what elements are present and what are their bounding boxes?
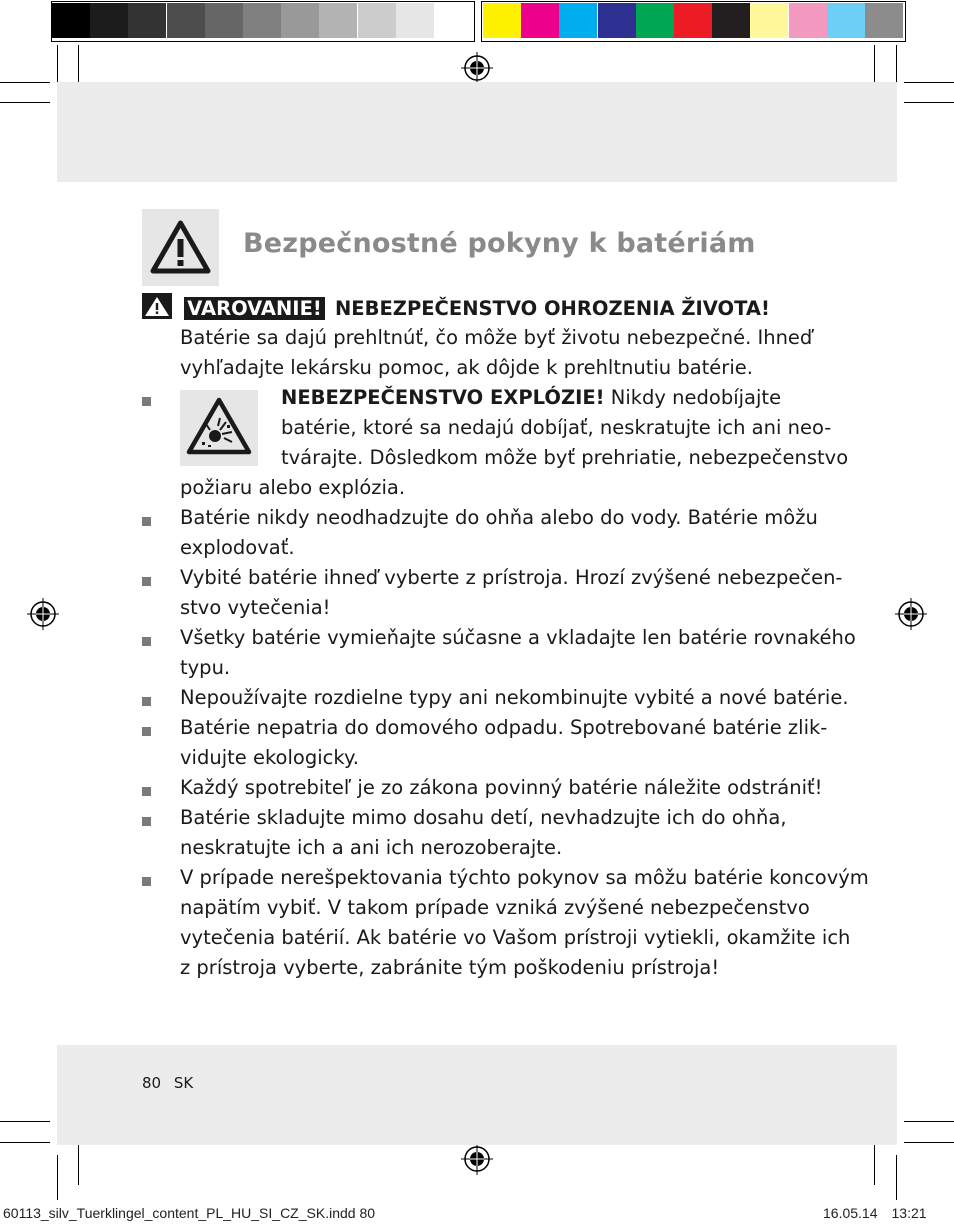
explosion-icon xyxy=(180,390,258,466)
crop-mark xyxy=(904,102,954,103)
crop-mark xyxy=(904,1142,954,1143)
gray-swatch xyxy=(319,3,357,38)
gray-swatch xyxy=(167,3,205,38)
list-item-line: Nepoužívajte rozdielne typy ani nekombinujte vybité a nové batérie. xyxy=(180,686,849,709)
crop-mark xyxy=(904,1121,954,1122)
explosion-headline: NEBEZPEČENSTVO EXPLÓZIE! xyxy=(281,386,605,409)
crop-mark xyxy=(904,82,954,83)
page-title: Bezpečnostné pokyny k batériám xyxy=(243,228,756,259)
list-item-line: Každý spotrebiteľ je zo zákona povinný batérie náležite odstrániť! xyxy=(180,776,823,799)
list-item-line: explodovať. xyxy=(180,536,295,559)
crop-mark xyxy=(0,1142,50,1143)
gray-swatch xyxy=(128,3,166,38)
bullet-marker xyxy=(142,697,151,706)
list-item-line: Vybité batérie ihneď vyberte z prístroja. Hrozí zvýšené nebezpečen- xyxy=(180,566,843,589)
color-swatch xyxy=(865,3,903,38)
page-number: 80 xyxy=(142,1074,162,1092)
color-swatch xyxy=(827,3,865,38)
explosion-line1-rest: Nikdy nedobíjajte xyxy=(604,386,782,409)
list-item-line: Všetky batérie vymieňajte súčasne a vkladajte len batérie rovnakého xyxy=(180,626,856,649)
color-swatch xyxy=(598,3,636,38)
registration-mark-icon xyxy=(27,598,59,630)
gray-swatch xyxy=(205,3,243,38)
warning-small-icon xyxy=(142,293,172,319)
crop-mark xyxy=(78,1140,79,1185)
registration-mark-icon xyxy=(461,1143,493,1175)
list-item-line: napätím vybiť. V takom prípade vzniká zvýšené nebezpečenstvo xyxy=(180,896,810,919)
bullet-marker xyxy=(142,787,151,796)
crop-mark xyxy=(874,1140,875,1185)
slug-filename: 60113_silv_Tuerklingel_content_PL_HU_SI_CZ_SK.indd 80 xyxy=(3,1205,376,1221)
registration-mark-icon xyxy=(895,598,927,630)
list-item-line: V prípade nerešpektovania týchto pokynov sa môžu batérie koncovým xyxy=(180,866,869,889)
bullet-marker xyxy=(142,877,151,886)
explosion-line: batérie, ktoré sa nedajú dobíjať, neskratujte ich ani neo- xyxy=(281,416,832,439)
slug-date: 16.05.14 xyxy=(823,1205,878,1221)
list-item-line: typu. xyxy=(180,656,231,679)
warning-line: vyhľadajte lekársku pomoc, ak dôjde k prehltnutiu batérie. xyxy=(180,356,753,379)
bullet-marker xyxy=(142,577,151,586)
bullet-marker xyxy=(142,397,151,406)
gray-swatch xyxy=(243,3,281,38)
color-swatch xyxy=(789,3,827,38)
page-language: SK xyxy=(173,1074,194,1092)
warning-label: VAROVANIE! xyxy=(184,297,325,320)
gray-swatch xyxy=(434,3,472,38)
color-swatch xyxy=(674,3,712,38)
crop-mark xyxy=(0,1121,50,1122)
gray-swatch xyxy=(52,3,90,38)
registration-mark-icon xyxy=(461,52,493,84)
explosion-line: tvárajte. Dôsledkom môže byť prehriatie, nebezpečenstvo xyxy=(281,446,849,469)
heading-icon-box xyxy=(142,209,219,286)
gray-swatch xyxy=(396,3,434,38)
list-item-line: Batérie skladujte mimo dosahu detí, nevhadzujte ich do ohňa, xyxy=(180,806,787,829)
list-item-line: stvo vytečenia! xyxy=(180,596,331,619)
warning-headline: NEBEZPEČENSTVO OHROZENIA ŽIVOTA! xyxy=(334,297,770,320)
list-item-line: vytečenia batérií. Ak batérie vo Vašom prístroji vytiekli, okamžite ich xyxy=(180,926,851,949)
slug-datetime xyxy=(823,1205,927,1221)
warning-line: Batérie sa dajú prehltnúť, čo môže byť životu nebezpečné. Ihneď xyxy=(180,326,813,349)
list-item-line: z prístroja vyberte, zabránite tým poškodeniu prístroja! xyxy=(180,956,720,979)
list-item-line: Batérie nikdy neodhadzujte do ohňa alebo do vody. Batérie môžu xyxy=(180,506,818,529)
gray-swatch xyxy=(358,3,396,38)
color-swatch xyxy=(636,3,674,38)
crop-mark xyxy=(0,82,50,83)
bullet-marker xyxy=(142,727,151,736)
header-band xyxy=(57,82,897,182)
explosion-icon-box xyxy=(180,390,258,466)
bullet-marker xyxy=(142,817,151,826)
color-swatch xyxy=(483,3,521,38)
warning-headline-row xyxy=(142,293,770,324)
gray-swatch xyxy=(90,3,128,38)
footer-band xyxy=(57,1045,897,1145)
crop-mark xyxy=(896,1155,897,1200)
slug-time: 13:21 xyxy=(891,1205,927,1221)
color-swatch xyxy=(750,3,788,38)
color-swatch xyxy=(559,3,597,38)
list-item-line: Batérie nepatria do domového odpadu. Spotrebované batérie zlik- xyxy=(180,716,828,739)
bullet-marker xyxy=(142,517,151,526)
explosion-line: požiaru alebo explózia. xyxy=(180,476,406,499)
page-number-row xyxy=(142,1074,193,1092)
list-item-line: neskratujte ich a ani ich nerozoberajte. xyxy=(180,836,563,859)
color-swatch xyxy=(521,3,559,38)
color-swatch xyxy=(712,3,750,38)
bullet-marker xyxy=(142,637,151,646)
crop-mark xyxy=(0,102,50,103)
crop-mark xyxy=(57,1155,58,1200)
list-item-line: vidujte ekologicky. xyxy=(180,746,359,769)
explosion-line xyxy=(281,383,781,413)
gray-swatch xyxy=(281,3,319,38)
warning-triangle-icon xyxy=(142,209,219,286)
